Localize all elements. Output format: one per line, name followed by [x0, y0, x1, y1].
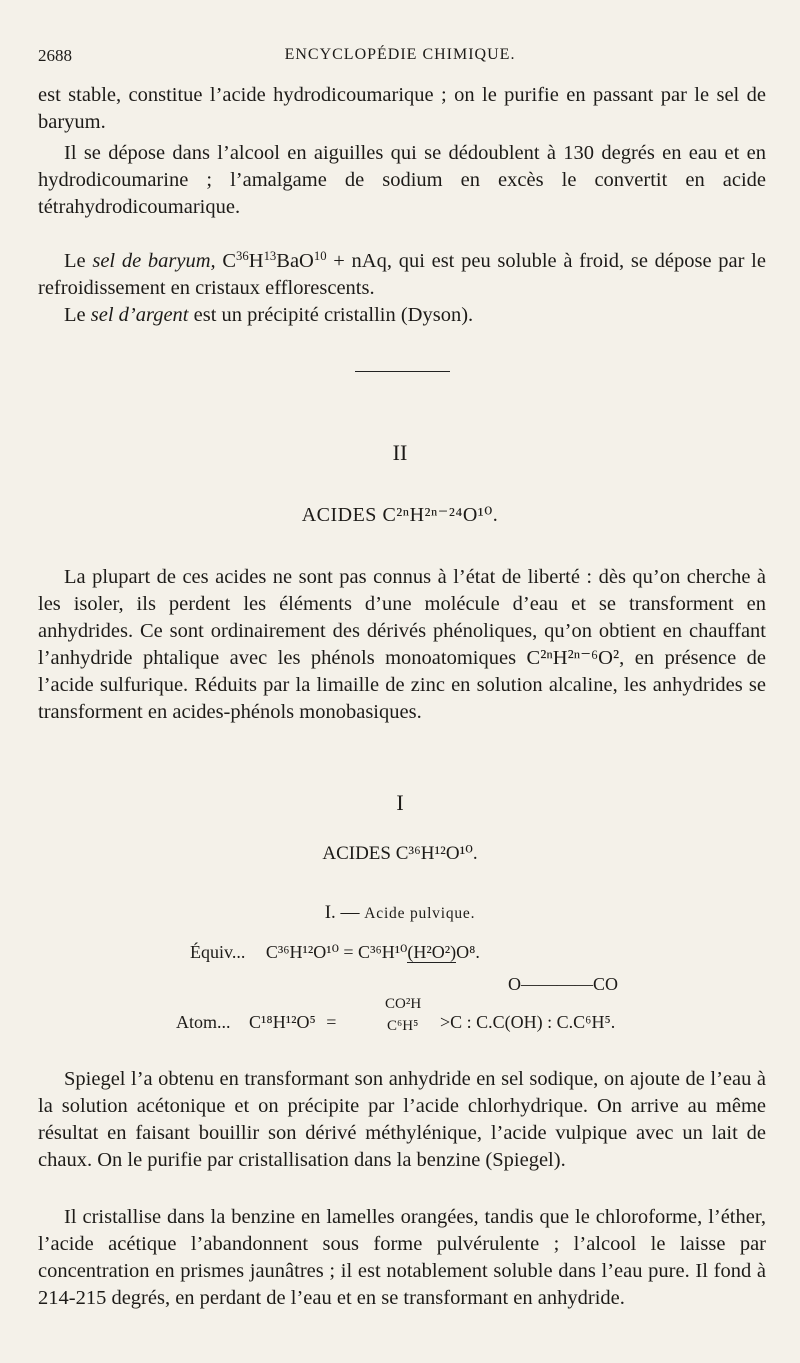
section-divider: [355, 371, 450, 372]
subsection-title-acide-pulvique: I. — Acide pulvique.: [324, 902, 476, 923]
paragraph-cristallise: Il cristallise dans la benzine en lamelles orangées, tandis que le chloroforme, l’éther, l’acide acétique l’abandonnent sous forme pulvérulente ; l’alcool le laisse par concentration en prismes jaunâtres ; il est notablement soluble dans l’eau pure. Il fond à 214-215 degrés, en perdant de l’eau et en se transformant en anhydride.: [38, 1206, 766, 1309]
section-numeral-ii: II: [392, 440, 408, 465]
atom-label: Atom...: [176, 1012, 231, 1032]
paragraph-depose: Il se dépose dans l’alcool en aiguilles qui se dédoublent à 130 degrés en eau et en hydrodicoumarine ; l’amalgame de sodium en excès le convertit en acide tétrahydrodicoumarique.: [38, 142, 766, 218]
section-title-i: ACIDES C³⁶H¹²O¹⁰.: [322, 843, 478, 864]
paragraph-stable: est stable, constitue l’acide hydrodicoumarique ; on le purifie en passant par le sel de baryum.: [38, 84, 766, 133]
running-title: ENCYCLOPÉDIE CHIMIQUE.: [284, 46, 516, 63]
c6h5-group: C⁶H⁵: [387, 1018, 419, 1034]
section-numeral-i: I: [396, 790, 404, 815]
equiv-label: Équiv...: [190, 942, 246, 962]
atom-formula: Atom... C¹⁸H¹²O⁵ =: [176, 1012, 337, 1032]
sel-argent-term: sel d’argent: [90, 304, 189, 326]
paragraph-plupart: La plupart de ces acides ne sont pas connus à l’état de liberté : dès qu’on cherche à les isoler, ils perdent les éléments d’une molécule d’eau et se transforment en anhydrides. Ce sont ordinairement des dérivés phénoliques, qu’on obtient en chauffant l’anhydride phtalique avec les phénols monoatomiques C²ⁿH²ⁿ⁻⁶O², en présence de l’acide sulfurique. Réduits par la limaille de zinc en solution alcaline, les anhydrides se transforment en acides-phénols monobasiques.: [38, 566, 766, 723]
section-title-ii: ACIDES C²ⁿH²ⁿ⁻²⁴O¹⁰.: [301, 504, 499, 526]
page-number: 2688: [38, 46, 72, 65]
co2h-group: CO²H: [385, 996, 422, 1012]
atom-formula-rest: >C : C.C(OH) : C.C⁶H⁵.: [440, 1012, 616, 1032]
equiv-formula: Équiv... C³⁶H¹²O¹⁰ = C³⁶H¹⁰(H²O²)O⁸.: [190, 942, 480, 962]
ring-top: O————CO: [508, 974, 619, 994]
equiv-group: (H²O²): [407, 942, 457, 962]
paragraph-spiegel: Spiegel l’a obtenu en transformant son anhydride en sel sodique, on ajoute de l’eau à la solution acétonique et on précipite par l’acide chlorhydrique. On arrive au même résultat en faisant bouillir son dérivé méthylénique, l’acide vulpique avec un lait de chaux. On le purifie par cristallisation dans la benzine (Spiegel).: [38, 1068, 766, 1171]
sel-baryum-term: sel de baryum,: [92, 250, 216, 272]
paragraph-sel-baryum: Le sel de baryum, $C^{36}H^{13}BaO^{10}$ + nAq, qui est peu soluble à froid, se dépose par le refroidissement en cristaux efflorescents.: [38, 249, 766, 299]
paragraph-sel-argent: Le sel d’argent est un précipité cristallin (Dyson).: [64, 304, 474, 326]
page-header: [38, 46, 762, 70]
